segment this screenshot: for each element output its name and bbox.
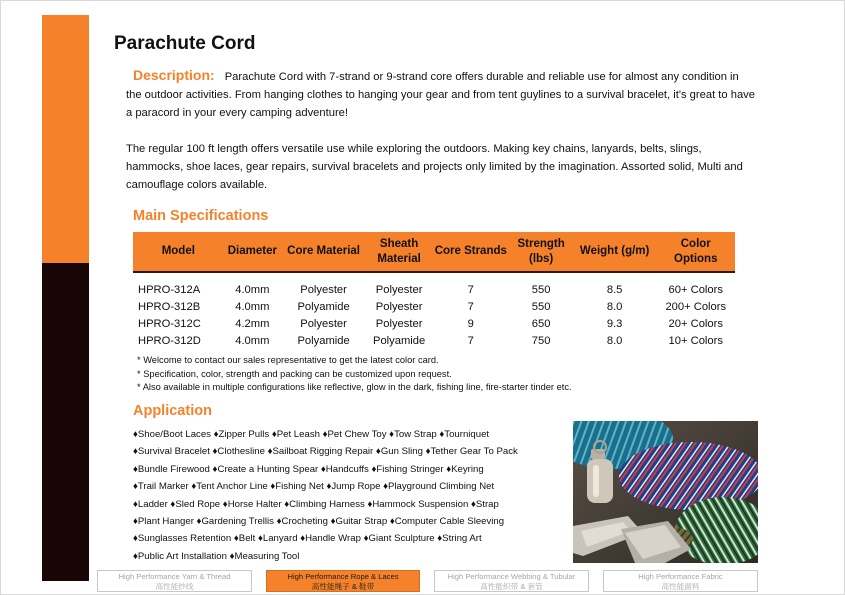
side-band-black (42, 263, 89, 581)
footer-tab-label-cn: 高性能纱线 (155, 581, 194, 591)
col-header: Sheath Material (366, 232, 432, 272)
table-cell: 4.0mm (235, 334, 270, 347)
col-header: Model (133, 232, 224, 272)
spec-notes (137, 354, 572, 395)
table-cell: 20+ Colors (668, 317, 723, 330)
table-cell: 9 (467, 317, 474, 330)
description-paragraph-2: The regular 100 ft length offers versatile use while exploring the outdoors. Making key chains, lanyards, belts, slings, hammocks, shoe laces, gear repairs, survival bracelets and projects only limited by the imagination. Assorted solid, Multi and camouflage colors available. (126, 143, 743, 191)
footer-tab-label: High Performance Fabric (638, 572, 723, 581)
col-header: Core Material (281, 232, 366, 272)
table-cell: Polyester (300, 283, 347, 296)
table-cell: 60+ Colors (668, 283, 723, 296)
col-header: Weight (g/m) (573, 232, 657, 272)
spec-note: * Specification, color, strength and packing can be customized upon request. (137, 368, 452, 379)
table-cell: 7 (467, 334, 474, 347)
table-cell: Polyamide (297, 300, 350, 313)
footer-tab-rope-laces[interactable] (266, 570, 420, 592)
table-cell: 200+ Colors (665, 300, 727, 313)
table-cell: 7 (467, 300, 474, 313)
application-line: ♦Public Art Installation ♦Measuring Tool (133, 550, 300, 562)
description-label: Description: (133, 67, 215, 83)
spec-note: * Also available in multiple configurations like reflective, glow in the dark, fishing line, fire-starter tinder etc. (137, 382, 572, 392)
footer-tab-label: High Performance Rope & Laces (287, 572, 399, 581)
table-cell: Polyester (300, 317, 347, 330)
footer-tab-label-cn: 高性能面料 (661, 581, 700, 591)
footer-tab-label-cn: 高性能绳子 & 鞋带 (311, 581, 375, 591)
spec-note: * Welcome to contact our sales representative to get the latest color card. (137, 355, 439, 365)
table-cell: 8.0 (606, 300, 623, 313)
table-cell: 750 (531, 334, 551, 347)
table-cell: HPRO-312B (138, 300, 201, 313)
table-cell: Polyamide (372, 334, 426, 347)
side-band-orange (42, 15, 89, 263)
paracord-photo-illustration (573, 421, 758, 563)
footer-tab-label: High Performance Webbing & Tubular (447, 572, 576, 581)
application-list (133, 426, 518, 565)
description-text: Parachute Cord with 7-strand or 9-strand core offers durable and reliable use for almost any condition in the outdoor activities. From hanging clothes to hanging your gear and from tent guylines to a survival bracelet, it's great to have a paracord in your every camping adventure! (126, 71, 755, 119)
table-cell: 550 (531, 300, 551, 313)
application-line: ♦Trail Marker ♦Tent Anchor Line ♦Fishing Net ♦Jump Rope ♦Playground Climbing Net (133, 481, 495, 493)
footer-tab-label: High Performance Yarn & Thread (118, 572, 231, 581)
footer-tab-webbing-tubular[interactable] (434, 570, 589, 592)
footer-tab-fabric[interactable] (603, 570, 758, 592)
col-header: Strength (lbs) (510, 232, 573, 272)
application-line: ♦Shoe/Boot Laces ♦Zipper Pulls ♦Pet Leash ♦Pet Chew Toy ♦Tow Strap ♦Tourniquet (133, 429, 490, 440)
application-line: ♦Survival Bracelet ♦Clothesline ♦Sailboat Rigging Repair ♦Gun Sling ♦Tether Gear To Pack (133, 446, 518, 458)
application-line: ♦Plant Hanger ♦Gardening Trellis ♦Crocheting ♦Guitar Strap ♦Computer Cable Sleeving (133, 516, 505, 528)
table-cell: HPRO-312D (138, 334, 201, 347)
table-cell: Polyester (375, 283, 423, 296)
table-cell: 4.0mm (235, 283, 270, 296)
table-cell: 7 (467, 283, 474, 296)
application-line: ♦Bundle Firewood ♦Create a Hunting Spear ♦Handcuffs ♦Fishing Stringer ♦Keyring (133, 463, 484, 475)
spec-table-header-row (133, 232, 735, 272)
table-row (133, 298, 735, 315)
table-row (133, 272, 735, 298)
table-cell: 550 (531, 283, 551, 296)
specs-heading: Main Specifications (133, 208, 269, 224)
page-title: Parachute Cord (114, 33, 256, 54)
description-paragraph (126, 66, 756, 122)
application-line: ♦Ladder ♦Sled Rope ♦Horse Halter ♦Climbing Harness ♦Hammock Suspension ♦Strap (133, 498, 499, 510)
spec-table (133, 232, 735, 349)
table-cell: Polyester (375, 300, 423, 313)
table-cell: 4.0mm (235, 300, 270, 313)
footer-tab-yarn-thread[interactable] (97, 570, 252, 592)
table-cell: HPRO-312C (138, 317, 201, 330)
table-cell: 8.0 (606, 334, 623, 347)
col-header: Core Strands (432, 232, 509, 272)
footer-tab-label-cn: 高性能织带 & 套管 (480, 581, 543, 591)
table-cell: 9.3 (606, 317, 623, 330)
table-cell: 10+ Colors (668, 334, 723, 347)
table-cell: Polyester (375, 317, 423, 330)
table-cell: 650 (531, 317, 551, 330)
table-row (133, 315, 735, 332)
product-photo (573, 421, 758, 563)
table-cell: HPRO-312A (138, 283, 201, 296)
application-line: ♦Sunglasses Retention ♦Belt ♦Lanyard ♦Handle Wrap ♦Giant Sculpture ♦String Art (133, 533, 482, 545)
table-cell: 8.5 (606, 283, 623, 296)
table-cell: 4.2mm (235, 317, 270, 330)
application-heading: Application (133, 403, 212, 419)
col-header: Diameter (224, 232, 281, 272)
col-header: Color Options (657, 232, 735, 272)
table-row (133, 332, 735, 349)
table-cell: Polyamide (297, 334, 350, 347)
